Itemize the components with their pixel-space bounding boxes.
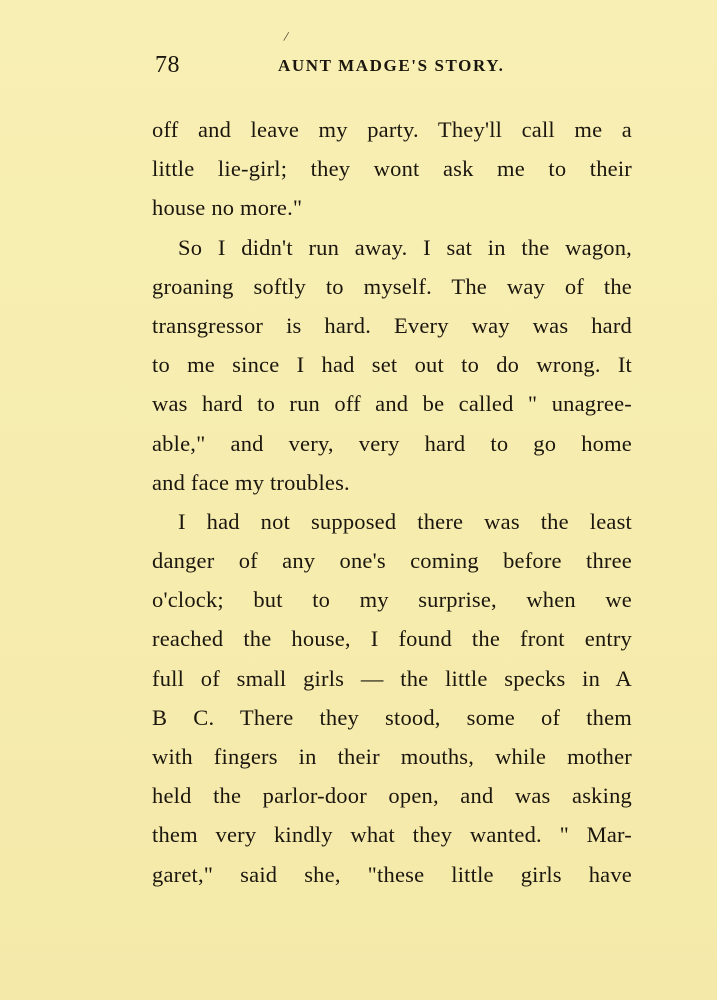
text-line: house no more."	[152, 195, 303, 221]
text-line: to me since I had set out to do wrong. It	[152, 352, 632, 378]
text-line: transgressor is hard. Every way was hard	[152, 312, 632, 338]
running-title: AUNT MADGE'S STORY.	[278, 56, 505, 75]
text-line: with fingers in their mouths, while mother	[152, 744, 632, 769]
text-line: danger of any one's coming before three	[152, 548, 632, 574]
text-line: I had not supposed there was the least	[178, 508, 632, 534]
page-number: 78	[155, 52, 180, 78]
text-line: was hard to run off and be called " unagree-	[152, 391, 632, 417]
text-line: them very kindly what they wanted. " Mar-	[152, 822, 632, 848]
text-line: little lie-girl; they wont ask me to their	[152, 156, 632, 182]
body-text	[152, 110, 632, 894]
page-mark: /	[282, 29, 290, 46]
text-line: So I didn't run away. I sat in the wagon,	[178, 234, 632, 260]
text-line: B C. There they stood, some of them	[152, 704, 632, 730]
text-line: held the parlor-door open, and was asking	[152, 783, 632, 809]
text-line: garet," said she, "these little girls have	[152, 861, 632, 887]
text-line: off and leave my party. They'll call me a	[152, 117, 632, 142]
text-line: full of small girls — the little specks in A	[152, 665, 632, 691]
text-line: reached the house, I found the front entry	[152, 626, 632, 652]
text-line: able," and very, very hard to go home	[152, 430, 632, 456]
text-line: groaning softly to myself. The way of the	[152, 273, 632, 299]
text-line: o'clock; but to my surprise, when we	[152, 587, 632, 613]
running-header	[155, 52, 635, 82]
text-line: and face my troubles.	[152, 469, 350, 495]
